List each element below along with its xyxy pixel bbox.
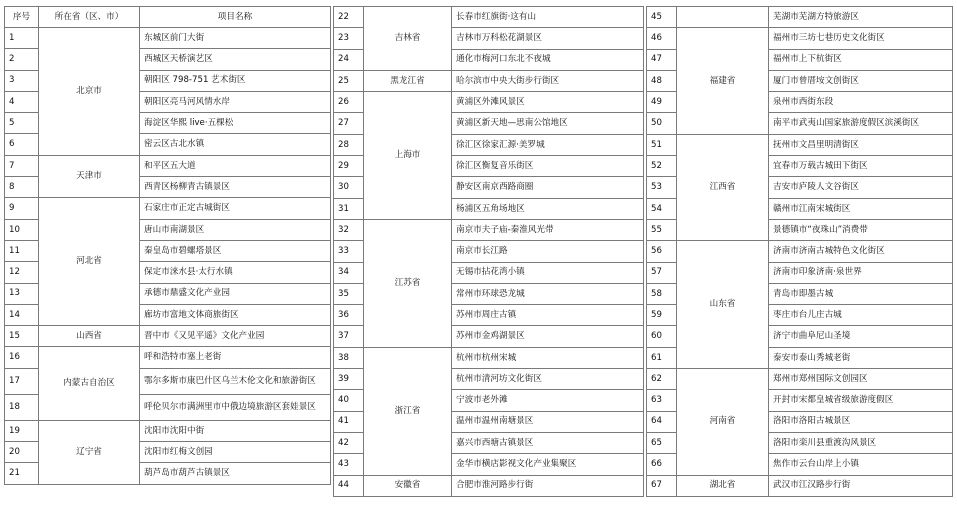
row-number: 14	[5, 304, 39, 325]
project-name: 焦作市云台山岸上小镇	[769, 454, 953, 475]
project-name: 通化市梅河口东北不夜城	[452, 49, 644, 70]
row-number: 5	[5, 113, 39, 134]
row-number: 61	[647, 347, 677, 368]
project-name: 济宁市曲阜尼山圣境	[769, 326, 953, 347]
project-name: 温州市温州南塘景区	[452, 411, 644, 432]
row-number: 9	[5, 198, 39, 219]
project-name: 无锡市拈花湾小镇	[452, 262, 644, 283]
project-name: 吉安市庐陵人文谷街区	[769, 177, 953, 198]
project-name: 西城区天桥演艺区	[140, 49, 331, 70]
row-number: 24	[334, 49, 364, 70]
project-name: 泰安市泰山秀城老街	[769, 347, 953, 368]
row-number: 48	[647, 70, 677, 91]
row-number: 36	[334, 305, 364, 326]
project-name: 晋中市《又见平遥》文化产业园	[140, 326, 331, 347]
province-cell: 山东省	[677, 241, 769, 369]
row-number: 1	[5, 28, 39, 49]
row-number: 66	[647, 454, 677, 475]
project-name: 长春市红旗街·这有山	[452, 7, 644, 28]
project-name: 呼和浩特市塞上老街	[140, 347, 331, 368]
row-number: 54	[647, 198, 677, 219]
project-name: 朝阳区 798-751 艺术街区	[140, 70, 331, 91]
row-number: 33	[334, 241, 364, 262]
project-name: 静安区南京西路商圈	[452, 177, 644, 198]
row-number: 42	[334, 432, 364, 453]
province-cell: 北京市	[39, 28, 140, 156]
table-row	[334, 7, 644, 28]
project-name: 葫芦岛市葫芦古镇景区	[140, 463, 331, 484]
project-name: 保定市涞水县·太行水镇	[140, 262, 331, 283]
project-name: 徐汇区衡复音乐街区	[452, 156, 644, 177]
row-number: 19	[5, 420, 39, 441]
table-row	[334, 92, 644, 113]
row-number: 31	[334, 198, 364, 219]
row-number: 11	[5, 240, 39, 261]
province-cell: 江西省	[677, 134, 769, 240]
project-name: 南京市夫子庙-秦淮风光带	[452, 219, 644, 240]
project-name: 厦门市曾厝垵文创街区	[769, 70, 953, 91]
project-name: 杭州市清河坊文化街区	[452, 369, 644, 390]
row-number: 30	[334, 177, 364, 198]
project-name: 合肥市淮河路步行街	[452, 475, 644, 496]
province-cell: 河北省	[39, 198, 140, 326]
project-name: 朝阳区亮马河风情水岸	[140, 91, 331, 112]
row-number: 28	[334, 134, 364, 155]
row-number: 52	[647, 156, 677, 177]
row-number: 58	[647, 283, 677, 304]
province-cell: 江苏省	[364, 219, 452, 347]
table-row	[334, 347, 644, 368]
table-row	[647, 28, 953, 49]
row-number: 41	[334, 411, 364, 432]
table-row	[647, 7, 953, 28]
province-cell: 安徽省	[364, 475, 452, 496]
project-name: 苏州市周庄古镇	[452, 305, 644, 326]
project-name: 济南市济南古城特色文化街区	[769, 241, 953, 262]
project-name: 泉州市西街东段	[769, 92, 953, 113]
row-number: 51	[647, 134, 677, 155]
row-number: 4	[5, 91, 39, 112]
row-number: 50	[647, 113, 677, 134]
province-cell	[677, 7, 769, 28]
project-name: 郑州市郑州国际文创园区	[769, 369, 953, 390]
province-cell: 黑龙江省	[364, 70, 452, 91]
province-cell: 山西省	[39, 326, 140, 347]
project-name: 和平区五大道	[140, 155, 331, 176]
row-number: 67	[647, 475, 677, 496]
row-number: 44	[334, 475, 364, 496]
row-number: 49	[647, 92, 677, 113]
project-name: 沈阳市沈阳中街	[140, 420, 331, 441]
row-number: 47	[647, 49, 677, 70]
row-number: 60	[647, 326, 677, 347]
header-region: 所在省（区、市）	[39, 7, 140, 28]
table-row	[5, 198, 331, 219]
table-row	[5, 326, 331, 347]
header-row	[5, 7, 331, 28]
project-name: 徐汇区徐家汇源·美罗城	[452, 134, 644, 155]
province-cell: 河南省	[677, 369, 769, 475]
project-name: 福州市三坊七巷历史文化街区	[769, 28, 953, 49]
row-number: 3	[5, 70, 39, 91]
project-name: 金华市横店影视文化产业集聚区	[452, 454, 644, 475]
province-cell: 天津市	[39, 155, 140, 198]
row-number: 18	[5, 394, 39, 420]
row-number: 12	[5, 262, 39, 283]
project-name: 密云区古北水镇	[140, 134, 331, 155]
table-row	[647, 475, 953, 496]
province-cell: 吉林省	[364, 7, 452, 71]
row-number: 43	[334, 454, 364, 475]
row-number: 13	[5, 283, 39, 304]
table-row	[334, 70, 644, 91]
project-name: 呼伦贝尔市满洲里市中俄边境旅游区套娃景区	[140, 394, 331, 420]
project-name: 景德镇市“夜珠山”消费带	[769, 219, 953, 240]
header-name: 项目名称	[140, 7, 331, 28]
project-name: 吉林市万科松花湖景区	[452, 28, 644, 49]
project-name: 洛阳市栾川县重渡沟风景区	[769, 432, 953, 453]
project-name: 哈尔滨市中央大街步行街区	[452, 70, 644, 91]
row-number: 53	[647, 177, 677, 198]
project-name: 杨浦区五角场地区	[452, 198, 644, 219]
row-number: 15	[5, 326, 39, 347]
project-name: 海淀区华熙 live·五棵松	[140, 113, 331, 134]
table-row	[5, 28, 331, 49]
table-row	[647, 134, 953, 155]
row-number: 8	[5, 177, 39, 198]
project-name: 鄂尔多斯市康巴什区乌兰木伦文化和旅游街区	[140, 368, 331, 394]
row-number: 34	[334, 262, 364, 283]
province-cell: 辽宁省	[39, 420, 140, 484]
project-name: 东城区前门大街	[140, 28, 331, 49]
project-name: 武汉市江汉路步行街	[769, 475, 953, 496]
row-number: 56	[647, 241, 677, 262]
project-name: 黄浦区新天地—思南公馆地区	[452, 113, 644, 134]
project-name: 开封市宋都皇城省级旅游度假区	[769, 390, 953, 411]
row-number: 7	[5, 155, 39, 176]
row-number: 25	[334, 70, 364, 91]
project-name: 枣庄市台儿庄古城	[769, 305, 953, 326]
project-name: 沈阳市红梅文创园	[140, 442, 331, 463]
row-number: 55	[647, 219, 677, 240]
project-name: 石家庄市正定古城街区	[140, 198, 331, 219]
row-number: 57	[647, 262, 677, 283]
table-row	[5, 155, 331, 176]
row-number: 65	[647, 432, 677, 453]
project-name: 杭州市杭州宋城	[452, 347, 644, 368]
province-cell: 内蒙古自治区	[39, 347, 140, 420]
row-number: 22	[334, 7, 364, 28]
project-name: 秦皇岛市碧螺塔景区	[140, 240, 331, 261]
row-number: 17	[5, 368, 39, 394]
project-name: 承德市鼎盛文化产业园	[140, 283, 331, 304]
project-table-part-2	[333, 6, 644, 497]
table-row	[5, 347, 331, 368]
row-number: 64	[647, 411, 677, 432]
province-cell: 上海市	[364, 92, 452, 220]
project-name: 芜湖市芜湖方特旅游区	[769, 7, 953, 28]
project-name: 抚州市文昌里明清街区	[769, 134, 953, 155]
province-cell: 湖北省	[677, 475, 769, 496]
row-number: 35	[334, 283, 364, 304]
row-number: 45	[647, 7, 677, 28]
project-name: 黄浦区外滩风景区	[452, 92, 644, 113]
province-cell: 浙江省	[364, 347, 452, 475]
row-number: 63	[647, 390, 677, 411]
project-name: 常州市环球恐龙城	[452, 283, 644, 304]
row-number: 38	[334, 347, 364, 368]
row-number: 2	[5, 49, 39, 70]
row-number: 20	[5, 442, 39, 463]
row-number: 46	[647, 28, 677, 49]
project-name: 南京市长江路	[452, 241, 644, 262]
project-name: 赣州市江南宋城街区	[769, 198, 953, 219]
table-row	[647, 241, 953, 262]
row-number: 21	[5, 463, 39, 484]
row-number: 37	[334, 326, 364, 347]
row-number: 27	[334, 113, 364, 134]
project-name: 唐山市南湖景区	[140, 219, 331, 240]
project-name: 西青区杨柳青古镇景区	[140, 177, 331, 198]
row-number: 29	[334, 156, 364, 177]
project-name: 洛阳市洛阳古城景区	[769, 411, 953, 432]
project-name: 青岛市即墨古城	[769, 283, 953, 304]
project-name: 宁波市老外滩	[452, 390, 644, 411]
row-number: 6	[5, 134, 39, 155]
project-table-part-3	[646, 6, 953, 497]
row-number: 32	[334, 219, 364, 240]
table-row	[334, 219, 644, 240]
header-no: 序号	[5, 7, 39, 28]
project-name: 南平市武夷山国家旅游度假区滨溪街区	[769, 113, 953, 134]
table-row	[5, 420, 331, 441]
row-number: 62	[647, 369, 677, 390]
project-name: 廊坊市富地文体商旅街区	[140, 304, 331, 325]
project-name: 济南市印象济南·泉世界	[769, 262, 953, 283]
project-name: 宜春市万载古城田下街区	[769, 156, 953, 177]
project-table-part-1	[4, 6, 331, 485]
row-number: 16	[5, 347, 39, 368]
row-number: 59	[647, 305, 677, 326]
row-number: 40	[334, 390, 364, 411]
row-number: 26	[334, 92, 364, 113]
table-row	[647, 369, 953, 390]
row-number: 23	[334, 28, 364, 49]
project-name: 苏州市金鸡湖景区	[452, 326, 644, 347]
project-name: 福州市上下杭街区	[769, 49, 953, 70]
province-cell: 福建省	[677, 28, 769, 134]
project-name: 嘉兴市西塘古镇景区	[452, 432, 644, 453]
row-number: 10	[5, 219, 39, 240]
table-row	[334, 475, 644, 496]
row-number: 39	[334, 369, 364, 390]
